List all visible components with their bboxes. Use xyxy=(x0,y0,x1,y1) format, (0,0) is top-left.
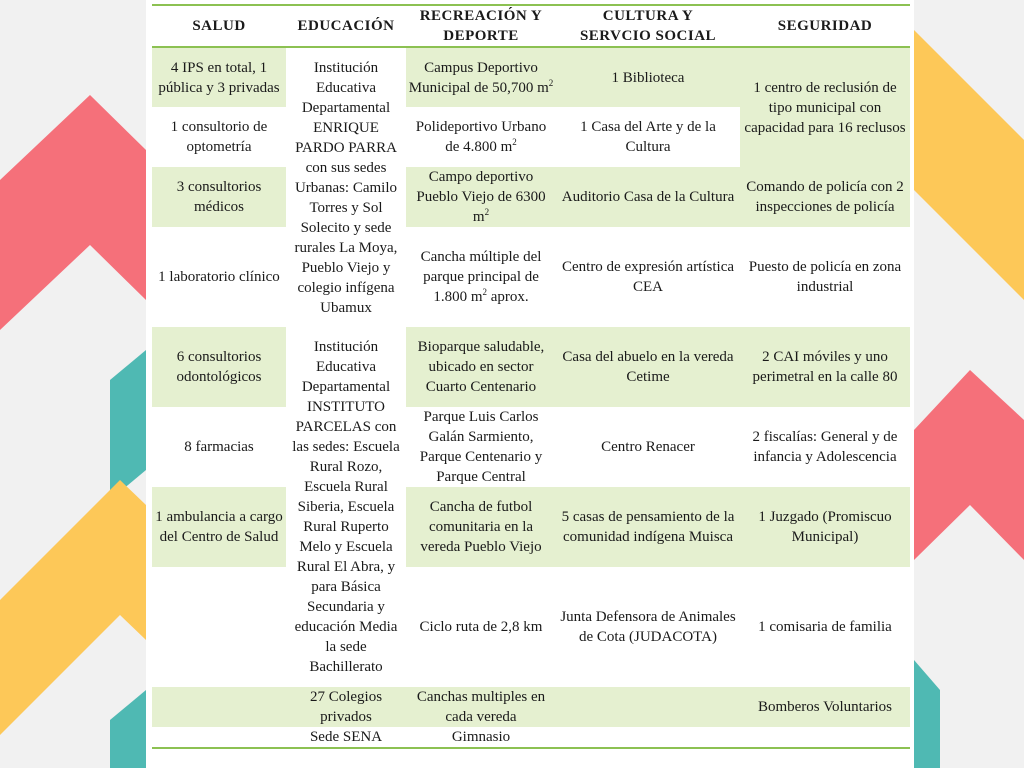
cell-cultura: Casa del abuelo en la vereda Cetime xyxy=(556,327,740,407)
yellow-chevron-right xyxy=(914,30,1024,300)
cell-recreacion: Ciclo ruta de 2,8 km xyxy=(406,567,556,687)
teal-chevron-left xyxy=(110,350,146,500)
cell-seguridad: 1 comisaria de familia xyxy=(740,567,910,687)
cell-recreacion: Campo deportivo Pueblo Viejo de 6300 $m^2$ xyxy=(406,167,556,227)
cell-seguridad: Puesto de policía en zona industrial xyxy=(740,227,910,327)
header-recreacion: RECREACIÓN Y DEPORTE xyxy=(406,5,556,47)
coral-chevron-left xyxy=(0,95,146,330)
cell-seguridad: 2 CAI móviles y uno perimetral en la calle 80 xyxy=(740,327,910,407)
header-row xyxy=(152,5,910,47)
cell-salud xyxy=(152,727,286,748)
cell-recreacion: Bioparque saludable, ubicado en sector Cuarto Centenario xyxy=(406,327,556,407)
cell-recreacion: Parque Luis Carlos Galán Sarmiento, Parque Centenario y Parque Central xyxy=(406,407,556,487)
teal-chevron-right xyxy=(914,660,940,768)
cell-recreacion: Cancha múltiple del parque principal de 1.800 $m^2$ aprox. xyxy=(406,227,556,327)
table-row xyxy=(152,227,910,327)
cell-cultura: 1 Biblioteca xyxy=(556,47,740,107)
cell-recreacion: Gimnasio xyxy=(406,727,556,748)
cell-salud: 1 laboratorio clínico xyxy=(152,227,286,327)
cell-salud xyxy=(152,687,286,727)
table-row xyxy=(152,687,910,727)
cell-educacion: Institución Educativa Departamental ENRIQUE PARDO PARRA con sus sedes Urbanas: Camilo Torres y Sol Solecito y sede rurales La Moya, Pueblo Viejo y colegio infígena Ubamux xyxy=(286,47,406,327)
header-seguridad: SEGURIDAD xyxy=(740,5,910,47)
cell-seguridad xyxy=(740,727,910,748)
cell-seguridad: Comando de policía con 2 inspecciones de policía xyxy=(740,167,910,227)
cell-cultura xyxy=(556,687,740,727)
table-row xyxy=(152,727,910,748)
cell-salud: 1 consultorio de optometría xyxy=(152,107,286,167)
cell-salud: 1 ambulancia a cargo del Centro de Salud xyxy=(152,487,286,567)
cell-recreacion: Canchas multiples en cada vereda xyxy=(406,687,556,727)
yellow-chevron-left xyxy=(0,480,146,735)
infrastructure-table xyxy=(152,4,910,749)
table-row xyxy=(152,327,910,407)
cell-salud: 3 consultorios médicos xyxy=(152,167,286,227)
cell-salud xyxy=(152,567,286,687)
table-row xyxy=(152,487,910,567)
header-cultura: CULTURA Y SERVCIO SOCIAL xyxy=(556,5,740,47)
cell-educacion: Sede SENA xyxy=(286,727,406,748)
cell-recreacion: Cancha de futbol comunitaria en la vereda Pueblo Viejo xyxy=(406,487,556,567)
cell-cultura: Centro Renacer xyxy=(556,407,740,487)
cell-seguridad: 2 fiscalías: General y de infancia y Adolescencia xyxy=(740,407,910,487)
cell-cultura: Junta Defensora de Animales de Cota (JUDACOTA) xyxy=(556,567,740,687)
cell-seguridad: 1 centro de reclusión de tipo municipal con capacidad para 16 reclusos xyxy=(740,47,910,167)
cell-salud: 6 consultorios odontológicos xyxy=(152,327,286,407)
teal-chevron-left-bottom xyxy=(110,690,146,768)
cell-recreacion: Polideportivo Urbano de 4.800 $m^2$ xyxy=(406,107,556,167)
cell-recreacion: Campus Deportivo Municipal de 50,700 $m^2$ xyxy=(406,47,556,107)
cell-seguridad: Bomberos Voluntarios xyxy=(740,687,910,727)
cell-cultura: Auditorio Casa de la Cultura xyxy=(556,167,740,227)
header-salud: SALUD xyxy=(152,5,286,47)
table-row xyxy=(152,407,910,487)
cell-salud: 4 IPS en total, 1 pública y 3 privadas xyxy=(152,47,286,107)
table-row xyxy=(152,47,910,107)
cell-educacion: 27 Colegios privados xyxy=(286,687,406,727)
cell-salud: 8 farmacias xyxy=(152,407,286,487)
cell-seguridad: 1 Juzgado (Promiscuo Municipal) xyxy=(740,487,910,567)
cell-cultura: Centro de expresión artística CEA xyxy=(556,227,740,327)
cell-cultura xyxy=(556,727,740,748)
cell-cultura: 1 Casa del Arte y de la Cultura xyxy=(556,107,740,167)
coral-chevron-right xyxy=(914,370,1024,560)
table-row xyxy=(152,167,910,227)
header-educacion: EDUCACIÓN xyxy=(286,5,406,47)
cell-educacion: Institución Educativa Departamental INSTITUTO PARCELAS con las sedes: Escuela Rural Rozo, Escuela Rural Siberia, Escuela Rural Ruperto Melo y Escuela Rural El Abra, y para Básica Secundaria y educación Media la sede Bachillerato xyxy=(286,327,406,687)
cell-cultura: 5 casas de pensamiento de la comunidad indígena Muisca xyxy=(556,487,740,567)
table-row xyxy=(152,567,910,687)
